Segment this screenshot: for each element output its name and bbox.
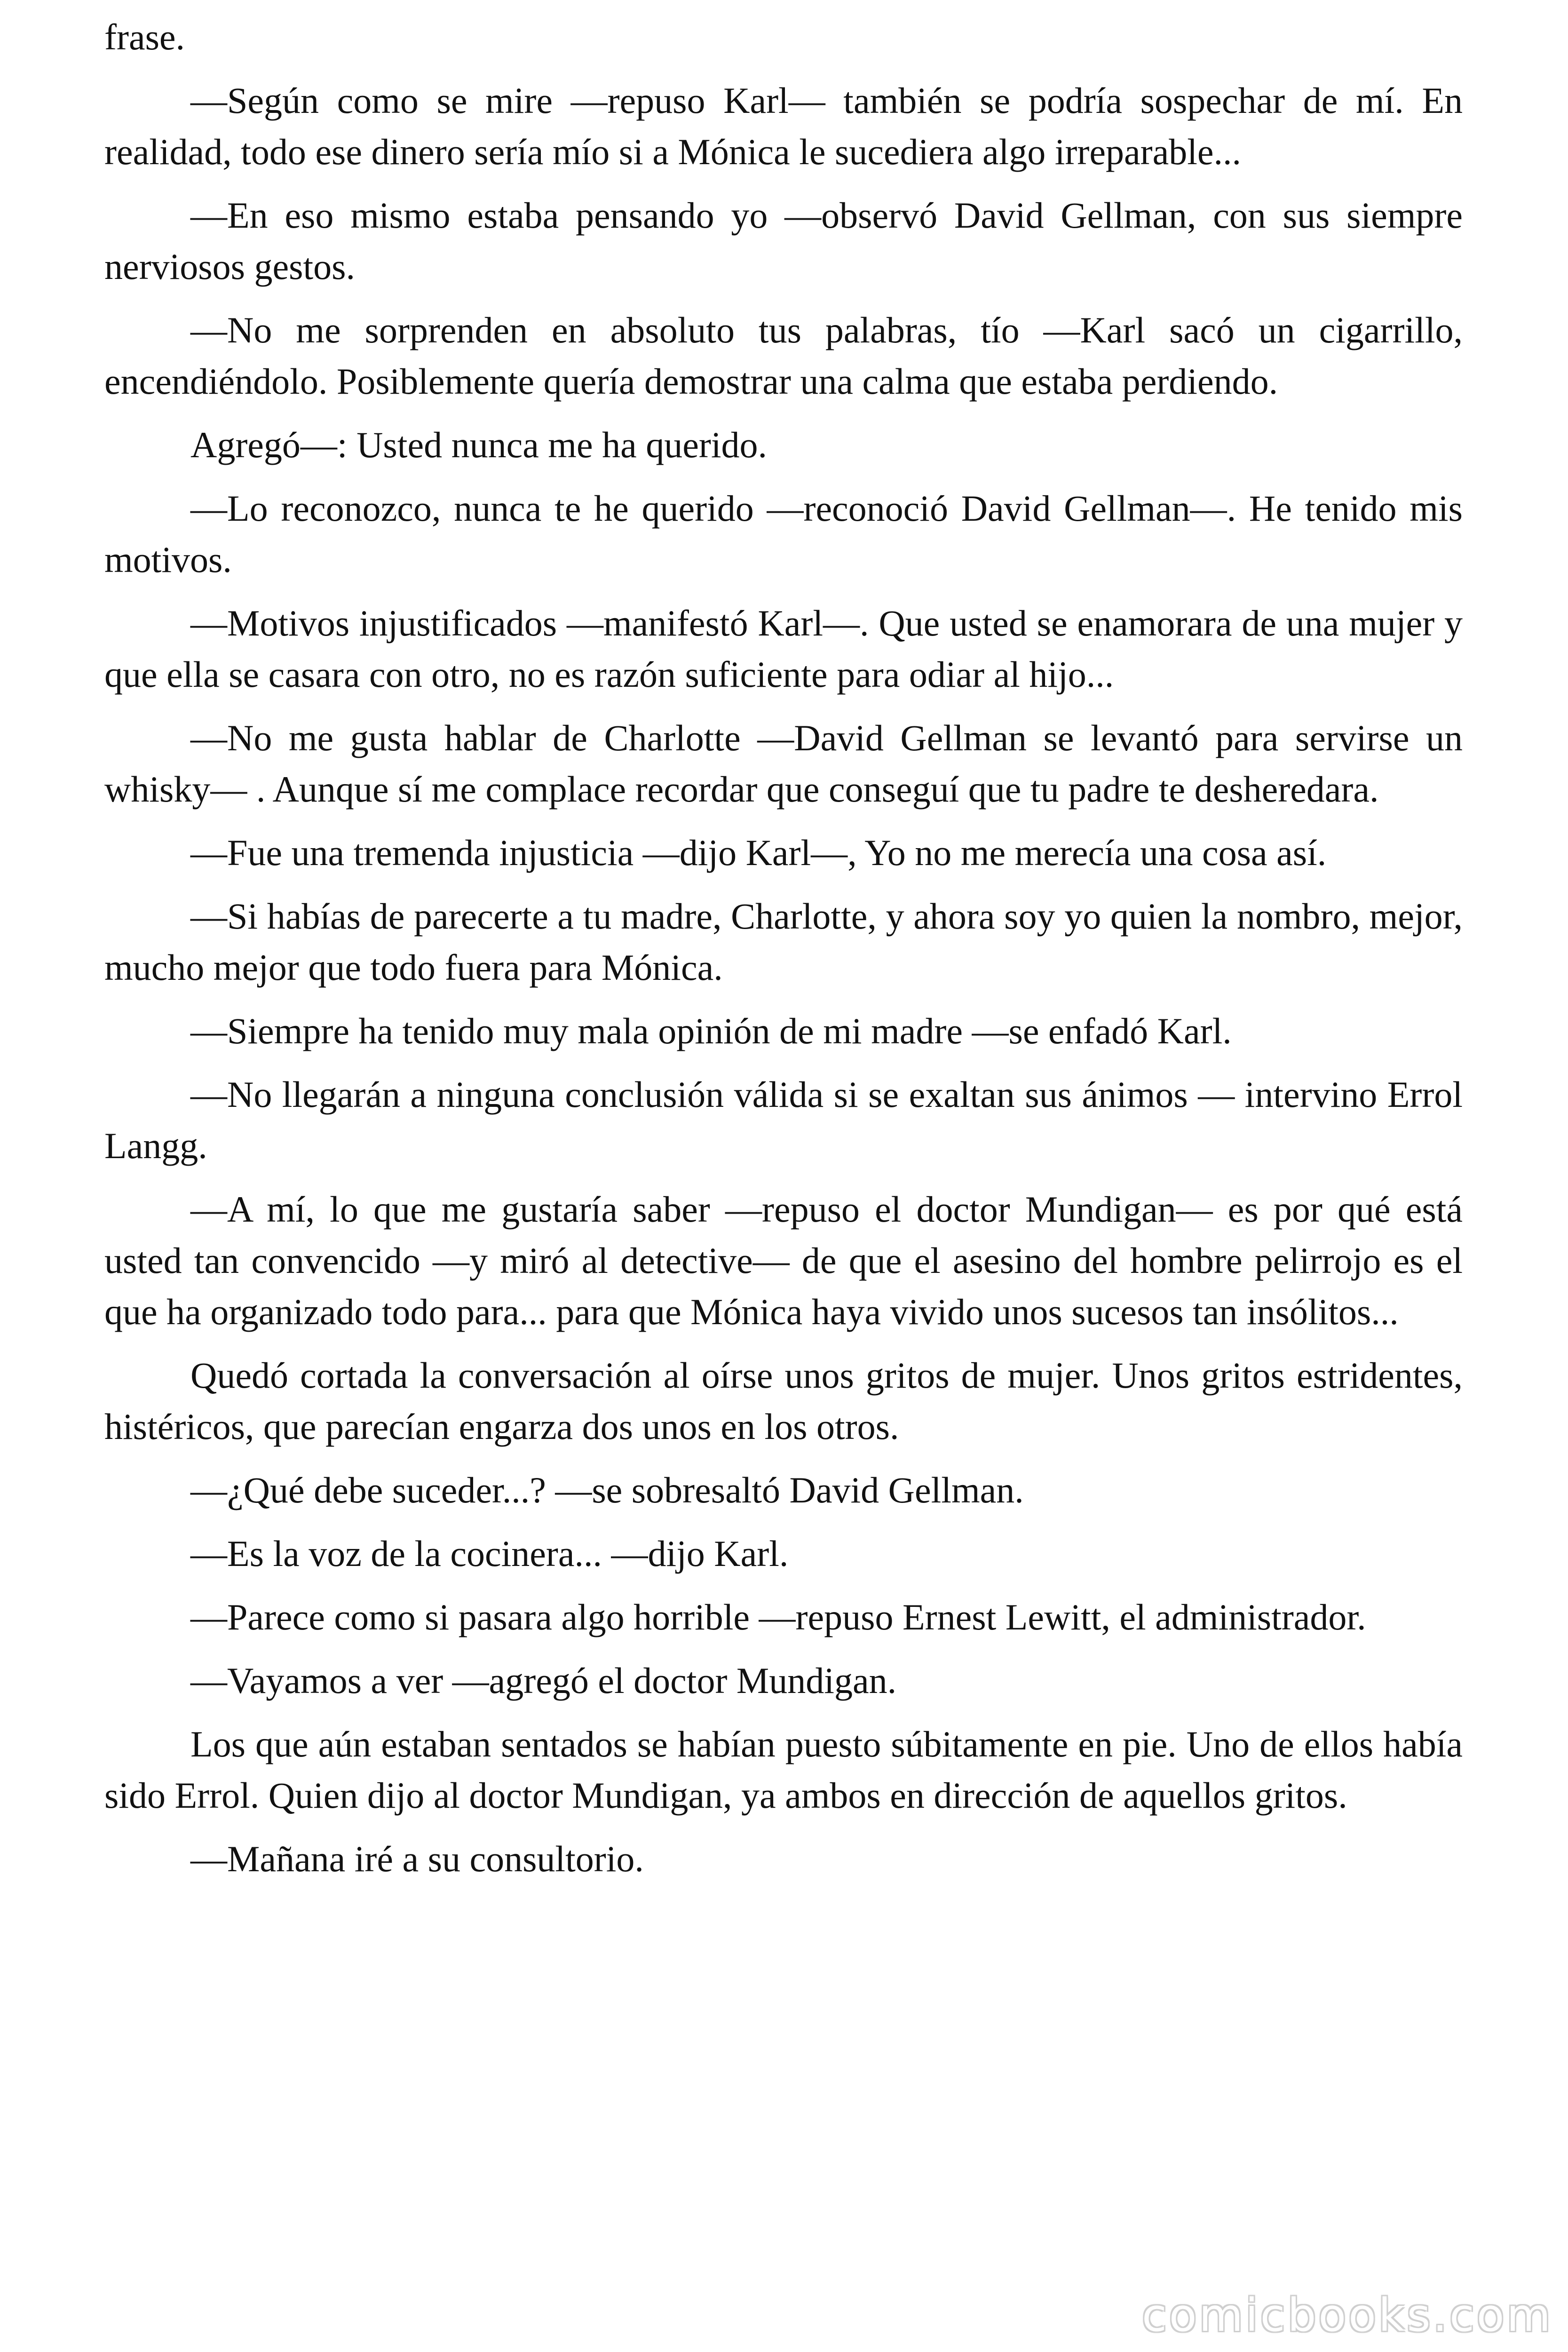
paragraph: —No llegarán a ninguna conclusión válida si se exaltan sus ánimos — intervino Errol Langg. [104,1074,1463,1166]
paragraph: —En eso mismo estaba pensando yo —observó David Gellman, con sus siempre nerviosos gestos. [104,195,1463,287]
paragraph: —Siempre ha tenido muy mala opinión de mi madre —se enfadó Karl. [190,1010,1232,1051]
paragraph: —Fue una tremenda injusticia —dijo Karl—, Yo no me merecía una cosa así. [190,832,1327,873]
paragraph: —Motivos injustificados —manifestó Karl—. Que usted se enamorara de una mujer y que ella se casara con otro, no es razón suficiente para odiar al hijo... [104,603,1463,695]
paragraph: —A mí, lo que me gustaría saber —repuso el doctor Mundigan— es por qué está usted tan convencido —y miró al detective— de que el asesino del hombre pelirrojo es el que ha organizado todo para... para que Mónica haya vivido unos sucesos tan insólitos... [104,1189,1463,1332]
paragraph-continuation: frase. [104,16,185,57]
paragraph: Los que aún estaban sentados se habían puesto súbitamente en pie. Uno de ellos había sido Errol. Quien dijo al doctor Mundigan, ya ambos en dirección de aquellos gritos. [104,1724,1463,1816]
paragraph: —Vayamos a ver —agregó el doctor Mundigan. [190,1660,897,1701]
paragraph: —No me gusta hablar de Charlotte —David Gellman se levantó para servirse un whisky— . Aunque sí me complace recordar que conseguí que tu padre te desheredara. [104,717,1463,810]
site-watermark: comicbooks.com [1141,2289,1553,2342]
paragraph: —Según como se mire —repuso Karl— también se podría sospechar de mí. En realidad, todo ese dinero sería mío si a Mónica le sucediera algo irreparable... [104,80,1463,172]
paragraph: Quedó cortada la conversación al oírse unos gritos de mujer. Unos gritos estridentes, histéricos, que parecían engarza dos unos en los otros. [104,1355,1463,1447]
paragraph: —Parece como si pasara algo horrible —repuso Ernest Lewitt, el administrador. [190,1597,1366,1637]
paragraph: —Si habías de parecerte a tu madre, Charlotte, y ahora soy yo quien la nombro, mejor, mucho mejor que todo fuera para Mónica. [104,896,1463,988]
paragraph: —Lo reconozco, nunca te he querido —reconoció David Gellman—. He tenido mis motivos. [104,488,1463,580]
paragraph: —Es la voz de la cocinera... —dijo Karl. [190,1533,789,1574]
paragraph: Agregó—: Usted nunca me ha querido. [190,424,767,465]
page-body-text [104,11,1463,1897]
paragraph: —Mañana iré a su consultorio. [190,1838,644,1879]
paragraph: —No me sorprenden en absoluto tus palabras, tío —Karl sacó un cigarrillo, encendiéndolo. Posiblemente quería demostrar una calma que estaba perdiendo. [104,310,1463,402]
paragraph: —¿Qué debe suceder...? —se sobresaltó David Gellman. [190,1470,1024,1510]
